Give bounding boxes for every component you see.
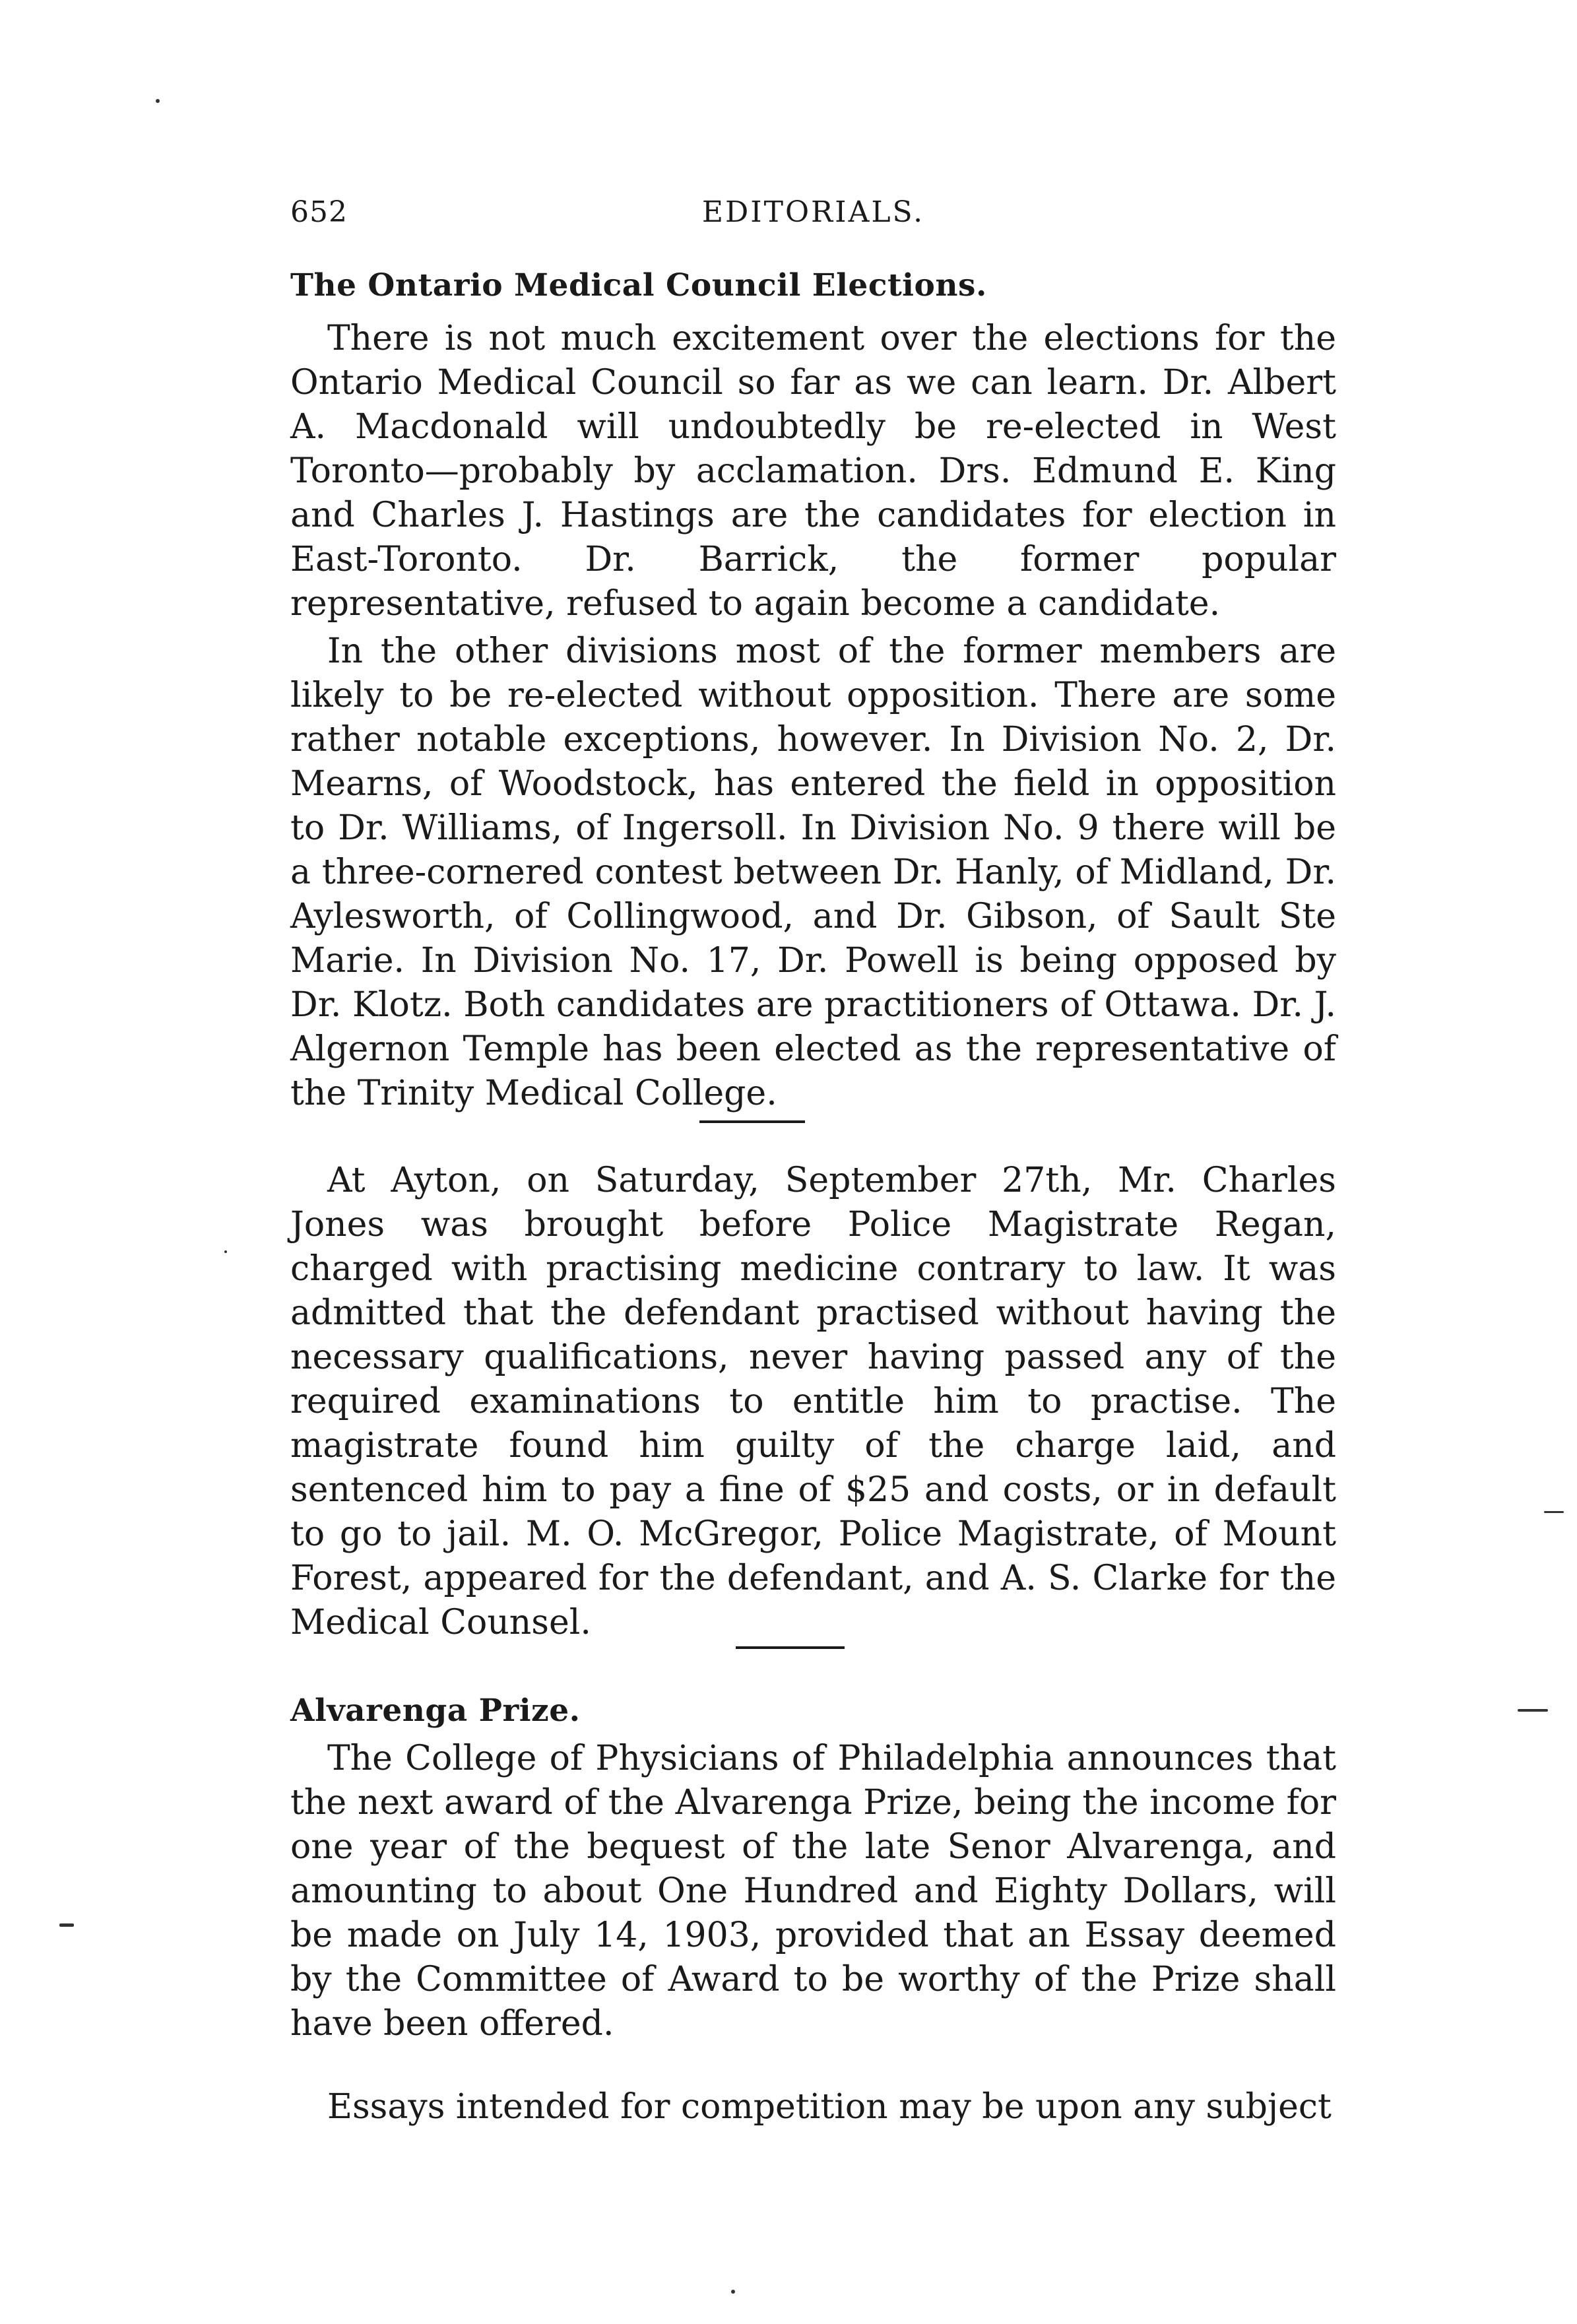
section-divider-2	[736, 1646, 845, 1649]
page-number: 652	[290, 195, 348, 229]
ontario-paragraph-1: There is not much excitement over the elections for the Ontario Medical Council so far as we can learn. Dr. Albert A. Macdonald will undoubtedly be re-elected in West Toronto—probably by acclamation. Drs. Edmund E. King and Charles J. Hastings are the candidates for election in East-Toronto. Dr. Barrick, the former popular representative, refused to again become a candidate.	[290, 319, 1336, 624]
page-speck	[731, 2290, 735, 2294]
running-head: EDITORIALS.	[701, 195, 925, 229]
ayton-paragraph: At Ayton, on Saturday, September 27th, Mr. Charles Jones was brought before Police Magistrate Regan, charged with practising medicine contrary to law. It was admitted that the defendant practised without having the necessary qualifications, never having passed any of the required examinations to entitle him to practise. The magistrate found him guilty of the charge laid, and sentenced him to pay a fine of $25 and costs, or in default to go to jail. M. O. McGregor, Police Magistrate, of Mount Forest, appeared for the defendant, and A. S. Clarke for the Medical Counsel.	[290, 1161, 1336, 1642]
alvarenga-prize-heading: Alvarenga Prize.	[290, 1693, 581, 1729]
page-speck	[156, 99, 160, 103]
margin-mark	[59, 1923, 74, 1927]
page-speck	[224, 1250, 227, 1253]
page-header	[290, 195, 1336, 248]
alvarenga-paragraph-2: Essays intended for competition may be upon any subject	[327, 2087, 1332, 2127]
ontario-elections-heading: The Ontario Medical Council Elections.	[290, 267, 987, 304]
margin-mark	[1544, 1511, 1564, 1513]
ontario-paragraph-2: In the other divisions most of the former members are likely to be re-elected without opposition. There are some rather notable exceptions, however. In Division No. 2, Dr. Mearns, of Woodstock, has entered the field in opposition to Dr. Williams, of Ingersoll. In Division No. 9 there will be a three-cornered contest between Dr. Hanly, of Midland, Dr. Aylesworth, of Collingwood, and Dr. Gibson, of Sault Ste Marie. In Division No. 17, Dr. Powell is being opposed by Dr. Klotz. Both candidates are practitioners of Ottawa. Dr. J. Algernon Temple has been elected as the representative of the Trinity Medical College.	[290, 631, 1336, 1113]
margin-mark	[1518, 1709, 1548, 1712]
section-divider-1	[699, 1120, 805, 1123]
alvarenga-paragraph-1: The College of Physicians of Philadelphia announces that the next award of the Alvarenga Prize, being the income for one year of the bequest of the late Senor Alvarenga, and amounting to about One Hundred and Eighty Dollars, will be made on July 14, 1903, provided that an Essay deemed by the Committee of Award to be worthy of the Prize shall have been offered.	[290, 1739, 1336, 2044]
